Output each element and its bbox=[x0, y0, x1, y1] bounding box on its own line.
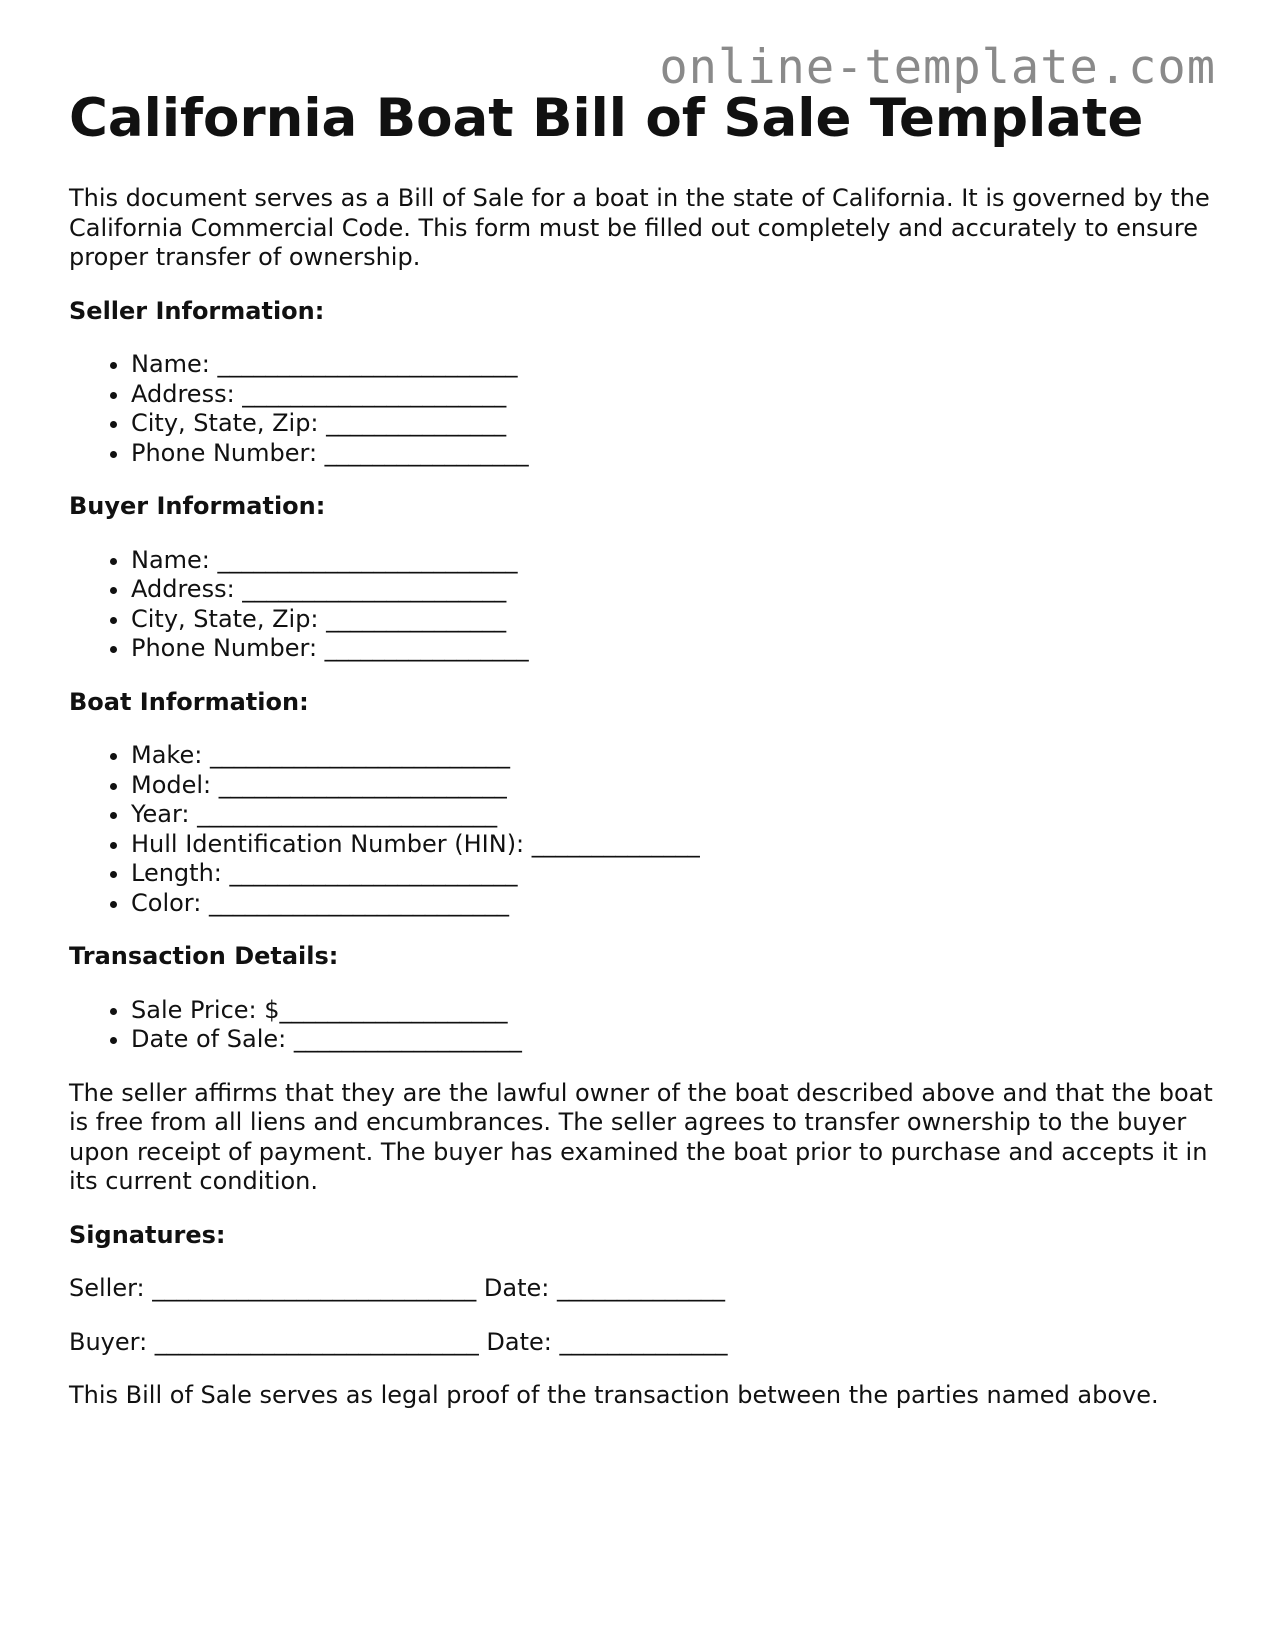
signatures-section-heading: Signatures: bbox=[69, 1220, 226, 1249]
boat-length-field: • Length: ________________________ bbox=[131, 859, 1219, 889]
document-title: California Boat Bill of Sale Template bbox=[69, 88, 1144, 149]
affirmation-paragraph: The seller affirms that they are the lawful owner of the boat described above and that the boat is free from all liens and encumbrances. The seller agrees to transfer ownership to the buyer upon receipt of payment. The buyer has examined the boat prior to purchase and accepts it in its current condition. bbox=[69, 1078, 1213, 1195]
document-page bbox=[69, 88, 1219, 1411]
seller-name-field: • Name: _________________________ bbox=[131, 350, 1219, 380]
seller-address-field: • Address: ______________________ bbox=[131, 380, 1219, 410]
buyer-city-state-zip-field: • City, State, Zip: _______________ bbox=[131, 605, 1219, 635]
buyer-phone-field: • Phone Number: _________________ bbox=[131, 634, 1219, 664]
intro-paragraph: This document serves as a Bill of Sale for a boat in the state of California. It is governed by the California Commercial Code. This form must be filled out completely and accurately to ensure proper transfer of ownership. bbox=[69, 184, 1210, 271]
boat-year-field: • Year: _________________________ bbox=[131, 800, 1219, 830]
buyer-name-field: • Name: _________________________ bbox=[131, 546, 1219, 576]
seller-signature-line: Seller: ___________________________ Date: ______________ bbox=[69, 1274, 725, 1302]
date-of-sale-field: • Date of Sale: ___________________ bbox=[131, 1025, 1219, 1055]
buyer-field-list bbox=[69, 546, 1219, 664]
buyer-address-field: • Address: ______________________ bbox=[131, 575, 1219, 605]
transaction-field-list bbox=[69, 996, 1219, 1055]
boat-color-field: • Color: _________________________ bbox=[131, 889, 1219, 919]
transaction-section-heading: Transaction Details: bbox=[69, 942, 339, 970]
boat-hin-field: • Hull Identification Number (HIN): ______________ bbox=[131, 830, 1219, 860]
watermark: online-template.com bbox=[659, 40, 1216, 95]
sale-price-field: • Sale Price: $___________________ bbox=[131, 996, 1219, 1026]
boat-section-heading: Boat Information: bbox=[69, 687, 309, 716]
buyer-signature-line: Buyer: ___________________________ Date: ______________ bbox=[69, 1327, 728, 1356]
closing-statement: This Bill of Sale serves as legal proof of the transaction between the parties named above. bbox=[69, 1381, 1159, 1409]
seller-city-state-zip-field: • City, State, Zip: _______________ bbox=[131, 409, 1219, 439]
seller-section-heading: Seller Information: bbox=[69, 296, 325, 325]
boat-field-list bbox=[69, 741, 1219, 918]
boat-make-field: • Make: _________________________ bbox=[131, 741, 1219, 771]
buyer-section-heading: Buyer Information: bbox=[69, 492, 326, 520]
boat-model-field: • Model: ________________________ bbox=[131, 771, 1219, 801]
seller-phone-field: • Phone Number: _________________ bbox=[131, 439, 1219, 469]
seller-field-list bbox=[69, 350, 1219, 468]
